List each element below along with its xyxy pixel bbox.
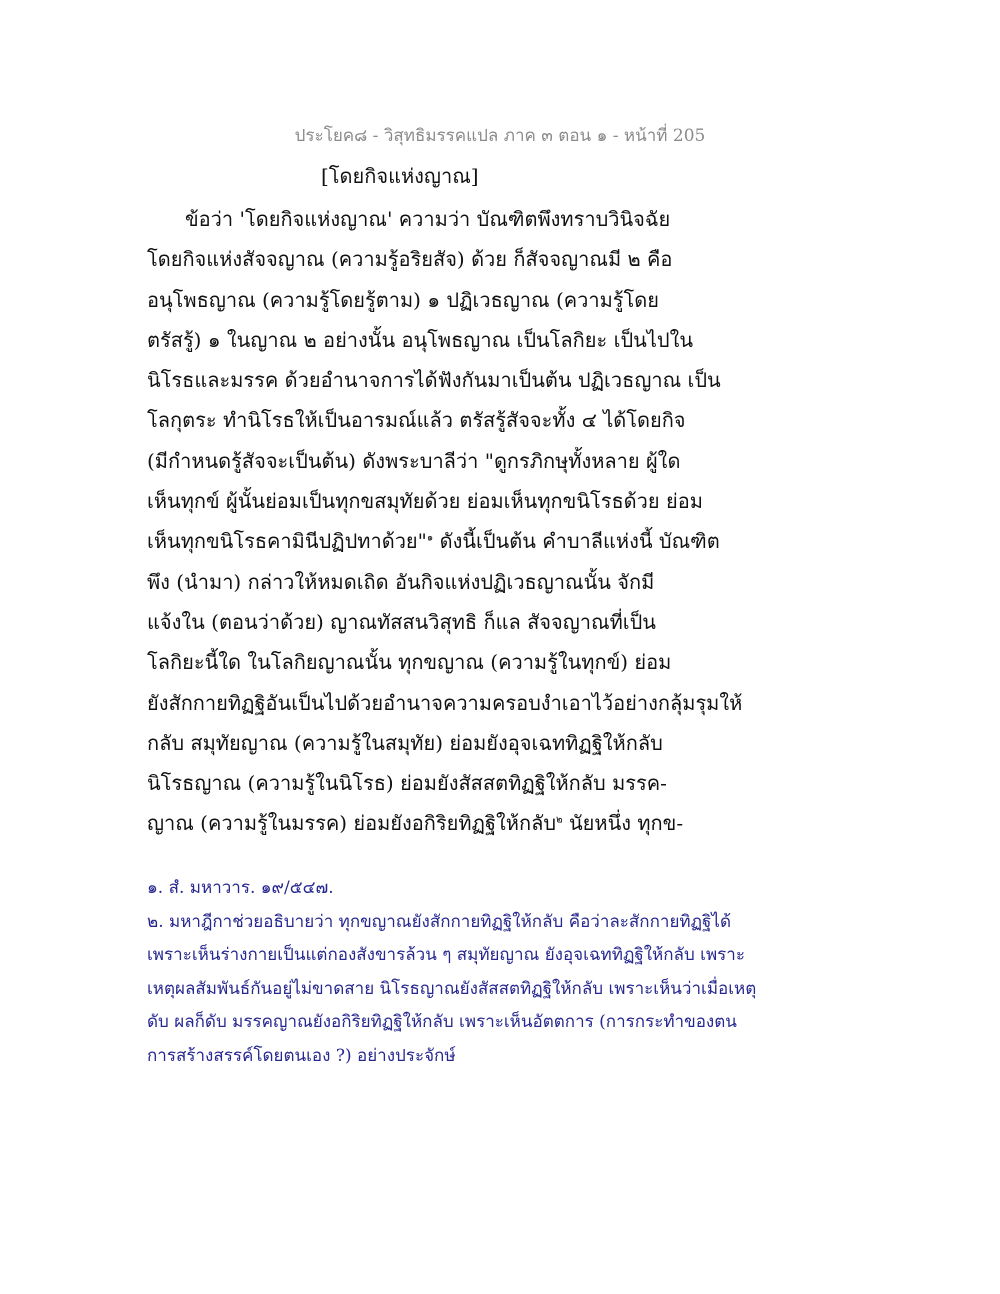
body-line-9 xyxy=(147,521,720,561)
body-line-3: อนุโพธญาณ (ความรู้โดยรู้ตาม) ๑ ปฏิเวธญาณ (ความรู้โดย xyxy=(147,287,659,312)
body-line-13: ยังสักกายทิฏฐิอันเป็นไปด้วยอำนาจความครอบงำเอาไว้อย่างกลุ้มรุมให้ xyxy=(147,690,743,715)
body-line-16-tail: นัยหนึ่ง ทุกข- xyxy=(562,811,684,836)
body-line-4: ตรัสรู้) ๑ ในญาณ ๒ อย่างนั้น อนุโพธญาณ เป็นโลกิยะ เป็นไปใน xyxy=(147,327,694,352)
body-line-11: แจ้งใน (ตอนว่าด้วย) ญาณทัสสนวิสุทธิ ก็แล สัจจญาณที่เป็น xyxy=(147,609,656,634)
body-line-8: เห็นทุกข์ ผู้นั้นย่อมเป็นทุกขสมุทัยด้วย ย่อมเห็นทุกขนิโรธด้วย ย่อม xyxy=(147,489,703,514)
body-line-15: นิโรธญาณ (ความรู้ในนิโรธ) ย่อมยังสัสสตทิฏฐิให้กลับ มรรค- xyxy=(147,771,667,796)
body-line-5: นิโรธและมรรค ด้วยอำนาจการได้ฟังกันมาเป็นต้น ปฏิเวธญาณ เป็น xyxy=(147,368,721,393)
body-line-16-text: ญาณ (ความรู้ในมรรค) ย่อมยังอกิริยทิฏฐิให้กลับ xyxy=(147,811,557,836)
body-line-9-tail: ดังนี้เป็นต้น คำบาลีแห่งนี้ บัณฑิต xyxy=(433,529,720,554)
body-text xyxy=(147,199,743,844)
body-line-14: กลับ สมุทัยญาณ (ความรู้ในสมุทัย) ย่อมยังอุจเฉททิฏฐิให้กลับ xyxy=(147,730,663,755)
body-line-12: โลกิยะนี้ใด ในโลกิยญาณนั้น ทุกขญาณ (ความรู้ในทุกข์) ย่อม xyxy=(147,650,672,675)
footnote-ref-1[interactable]: ๑ xyxy=(426,532,434,544)
footnote-2-line-1: ๒. มหาฎีกาช่วยอธิบายว่า ทุกขญาณยังสักกายทิฏฐิให้กลับ คือว่าละสักกายทิฏฐิได้ xyxy=(147,911,731,932)
footnote-1: ๑. สํ. มหาวาร. ๑๙/๕๔๗. xyxy=(147,878,334,898)
footnote-2-line-4: ดับ ผลก็ดับ มรรคญาณยังอกิริยทิฏฐิให้กลับ เพราะเห็นอัตตการ (การกระทำของตน xyxy=(147,1012,737,1033)
footnote-ref-2[interactable]: ๒ xyxy=(556,814,563,826)
footnote-2-line-2: เพราะเห็นร่างกายเป็นแต่กองสังขารล้วน ๆ สมุทัยญาณ ยังอุจเฉททิฏฐิให้กลับ เพราะ xyxy=(147,945,745,966)
body-line-10: พึง (นำมา) กล่าวให้หมดเถิด อันกิจแห่งปฏิเวธญาณนั้น จักมี xyxy=(147,569,655,594)
footnote-2-line-5: การสร้างสรรค์โดยตนเอง ?) อย่างประจักษ์ xyxy=(147,1045,456,1066)
running-header: ประโยค๘ - วิสุทธิมรรคแปล ภาค ๓ ตอน ๑ - หน้าที่ 205 xyxy=(294,126,706,146)
footnotes xyxy=(147,872,767,1074)
body-line-9-text: เห็นทุกขนิโรธคามินีปฏิปทาด้วย" xyxy=(147,529,427,554)
body-line-16 xyxy=(147,803,707,843)
body-line-1: ข้อว่า 'โดยกิจแห่งญาณ' ความว่า บัณฑิตพึงทราบวินิจฉัย xyxy=(185,207,671,231)
footnote-2-line-3: เหตุผลสัมพันธ์กันอยู่ไม่ขาดสาย นิโรธญาณยังสัสสตทิฏฐิให้กลับ เพราะเห็นว่าเมื่อเหตุ xyxy=(147,978,757,999)
body-line-2: โดยกิจแห่งสัจจญาณ (ความรู้อริยสัจ) ด้วย ก็สัจจญาณมี ๒ คือ xyxy=(147,247,673,272)
body-line-7: (มีกำหนดรู้สัจจะเป็นต้น) ดังพระบาลีว่า "ดูกรภิกษุทั้งหลาย ผู้ใด xyxy=(147,448,681,473)
body-line-6: โลกุตระ ทำนิโรธให้เป็นอารมณ์แล้ว ตรัสรู้สัจจะทั้ง ๔ ได้โดยกิจ xyxy=(147,408,686,433)
section-heading: [โดยกิจแห่งญาณ] xyxy=(321,164,479,188)
